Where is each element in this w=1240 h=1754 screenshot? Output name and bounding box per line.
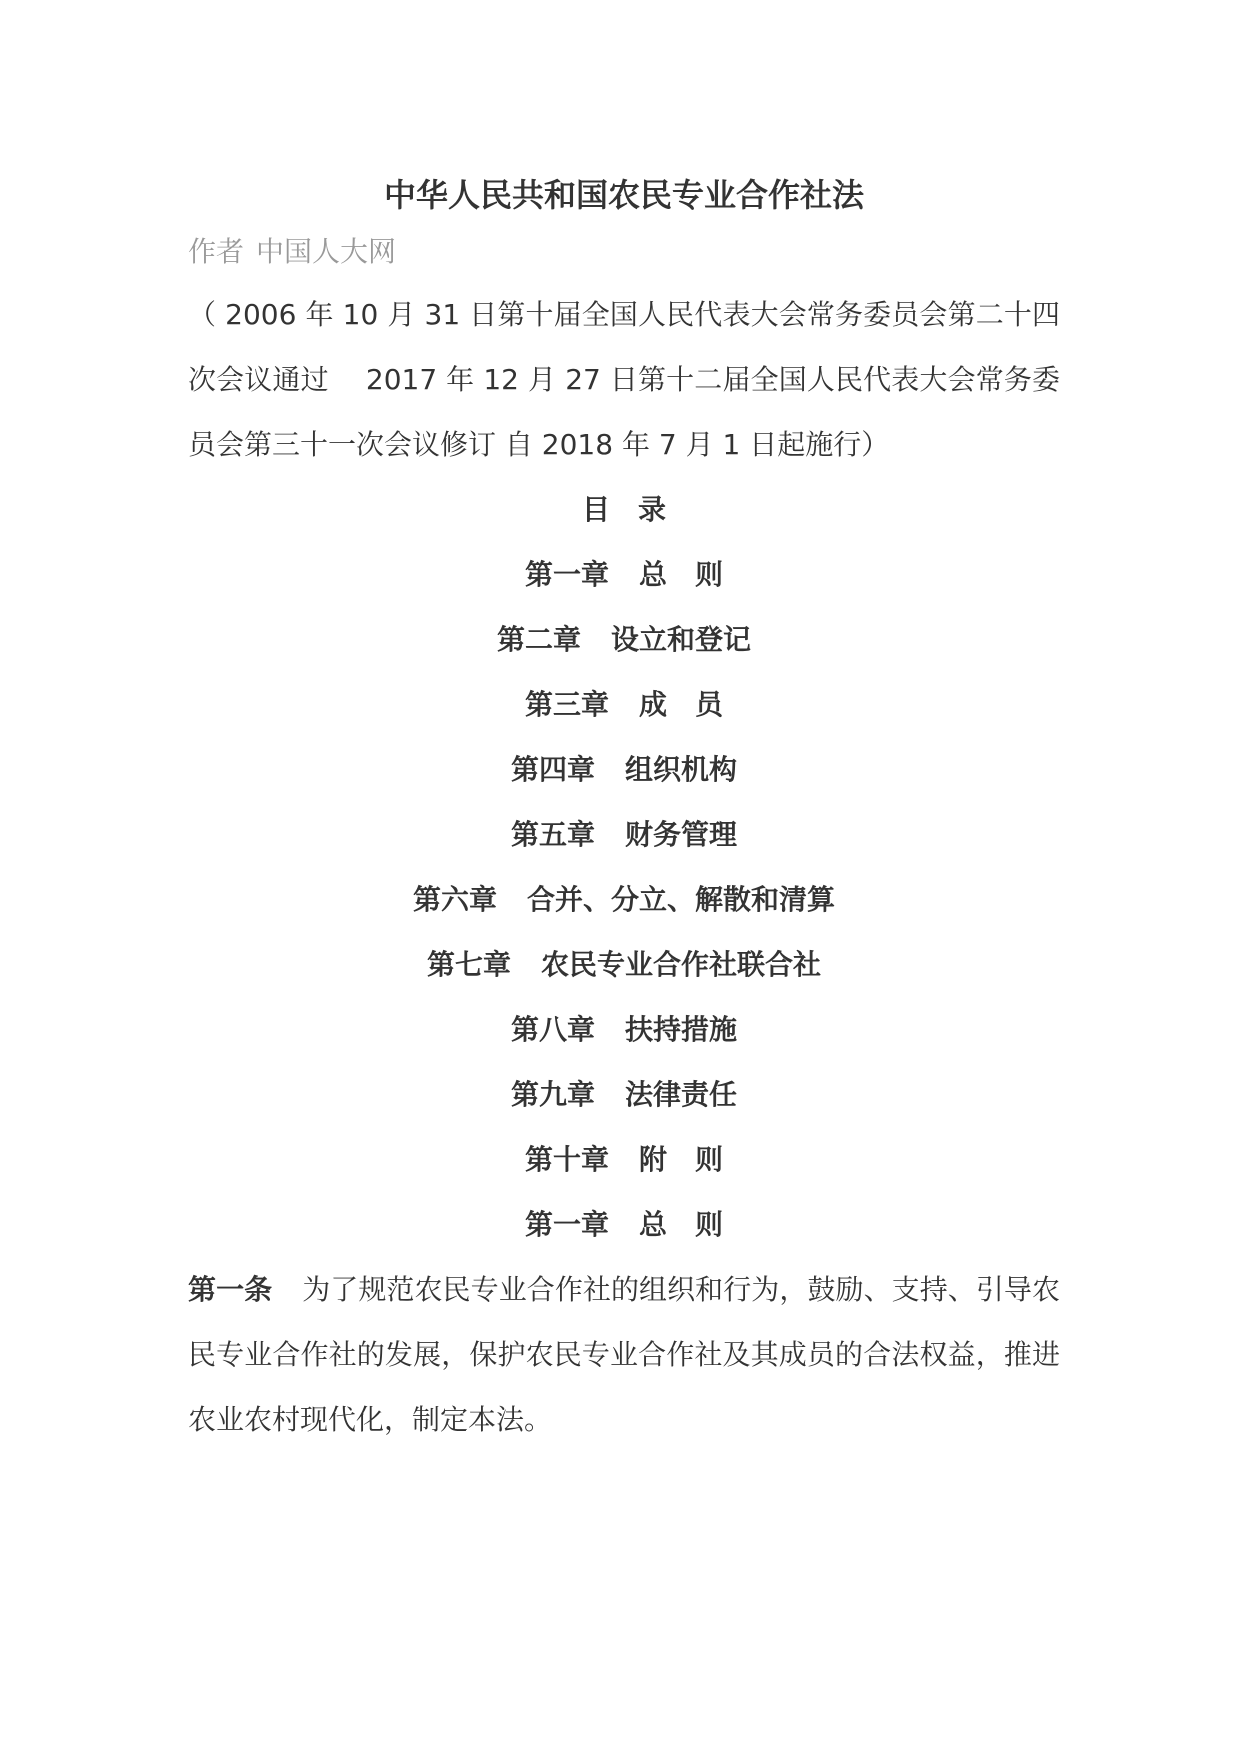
author-line (188, 232, 1060, 272)
toc-chapter-number: 第九章 (510, 1078, 595, 1111)
toc-chapter-number: 第七章 (426, 948, 511, 981)
toc-item (188, 867, 1060, 932)
toc-chapter-title: 农民专业合作社联合社 (541, 948, 822, 981)
toc-chapter-number: 第四章 (510, 753, 595, 786)
adoption-note: （ 2006 年 10 月 31 日第十届全国人民代表大会常务委员会第二十四次会议通过 2017 年 12 月 27 日第十二届全国人民代表大会常务委员会第三十一次会议修订 自 2018 年 7 月 1 日起施行） (188, 298, 1060, 461)
toc-chapter-number: 第十章 (524, 1143, 609, 1176)
chapter-title: 总 则 (639, 1208, 724, 1241)
toc-chapter-title: 设立和登记 (611, 623, 752, 656)
toc-heading: 目 录 (581, 493, 666, 526)
toc-item (188, 997, 1060, 1062)
toc-chapter-title: 财务管理 (625, 818, 738, 851)
toc-item (188, 542, 1060, 607)
toc-chapter-title: 组织机构 (625, 753, 738, 786)
toc-chapter-number: 第六章 (412, 883, 497, 916)
toc-item (188, 932, 1060, 997)
toc-chapter-number: 第三章 (524, 688, 609, 721)
document-title: 中华人民共和国农民专业合作社法 (383, 176, 864, 214)
toc-chapter-number: 第一章 (524, 558, 609, 591)
toc-chapter-number: 第五章 (510, 818, 595, 851)
toc-chapter-number: 第二章 (496, 623, 581, 656)
toc-chapter-title: 合并、分立、解散和清算 (527, 883, 836, 916)
toc-item (188, 672, 1060, 737)
toc-chapter-title: 总 则 (639, 558, 724, 591)
article-text: 为了规范农民专业合作社的组织和行为，鼓励、支持、引导农民专业合作社的发展，保护农民专业合作社及其成员的合法权益，推进农业农村现代化，制定本法。 (188, 1273, 1060, 1436)
chapter-heading (188, 1192, 1060, 1257)
toc-item (188, 1127, 1060, 1192)
toc-item (188, 737, 1060, 802)
toc-chapter-number: 第八章 (510, 1013, 595, 1046)
toc-chapter-title: 成 员 (639, 688, 724, 721)
chapter-number: 第一章 (524, 1208, 609, 1241)
author-label: 作者 (188, 235, 245, 268)
toc-chapter-title: 扶持措施 (625, 1013, 738, 1046)
article-number: 第一条 (188, 1273, 273, 1306)
toc-item (188, 607, 1060, 672)
author-name: 中国人大网 (256, 235, 397, 268)
toc-item (188, 802, 1060, 867)
article-paragraph (188, 1257, 1060, 1452)
toc-chapter-title: 附 则 (639, 1143, 724, 1176)
toc-chapter-title: 法律责任 (625, 1078, 738, 1111)
toc-item (188, 1062, 1060, 1127)
